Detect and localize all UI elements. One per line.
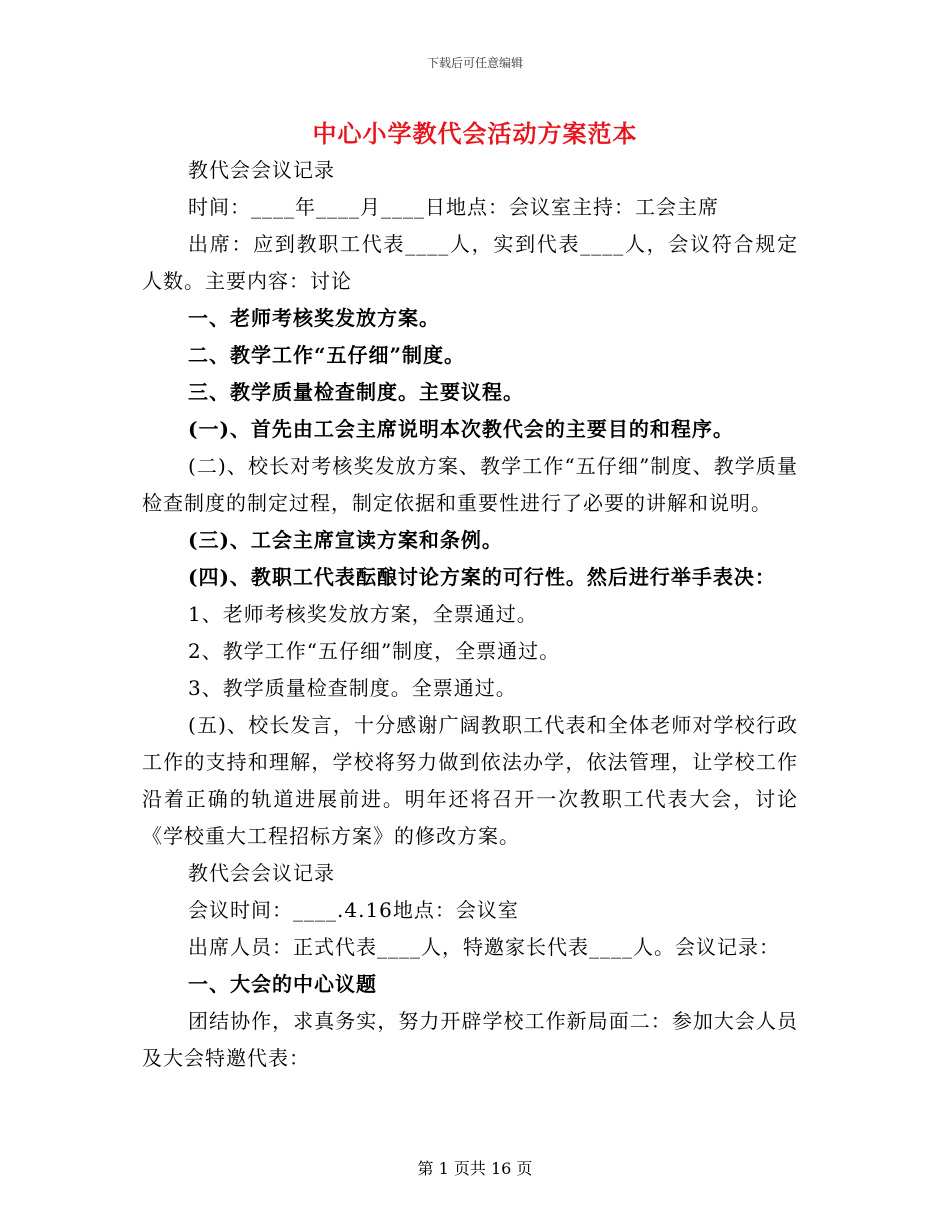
paragraph: (四)、教职工代表酝酿讨论方案的可行性。然后进行举手表决： bbox=[188, 565, 776, 589]
paragraph: 团结协作，求真务实，努力开辟学校工作新局面二：参加大会人员及大会特邀代表： bbox=[142, 1009, 798, 1070]
paragraph: 出席人员：正式代表____人，特邀家长代表____人。会议记录： bbox=[188, 935, 780, 959]
paragraph: (二)、校长对考核奖发放方案、教学工作“五仔细”制度、教学质量检查制度的制定过程，制定依据和重要性进行了必要的讲解和说明。 bbox=[142, 454, 798, 515]
paragraph: 教代会会议记录 bbox=[188, 158, 335, 182]
paragraph: 二、教学工作“五仔细”制度。 bbox=[188, 343, 466, 367]
paragraph: (五)、校长发言，十分感谢广阔教职工代表和全体老师对学校行政工作的支持和理解，学校将努力做到依法办学，依法管理，让学校工作沿着正确的轨道进展前进。明年还将召开一次教职工代表大会，讨论《学校重大工程招标方案》的修改方案。 bbox=[142, 713, 798, 848]
document-body bbox=[142, 152, 798, 1077]
paragraph: 时间：____年____月____日地点：会议室主持：工会主席 bbox=[188, 195, 719, 219]
paragraph: 1、老师考核奖发放方案，全票通过。 bbox=[188, 602, 538, 626]
paragraph: 一、大会的中心议题 bbox=[188, 972, 377, 996]
paragraph: 2、教学工作“五仔细”制度，全票通过。 bbox=[188, 639, 561, 663]
page-footer: 第 1 页共 16 页 bbox=[417, 1159, 533, 1178]
paragraph: 一、老师考核奖发放方案。 bbox=[188, 306, 440, 330]
paragraph: 出席：应到教职工代表____人，实到代表____人，会议符合规定人数。主要内容：讨论 bbox=[142, 232, 798, 293]
paragraph: (一)、首先由工会主席说明本次教代会的主要目的和程序。 bbox=[188, 417, 734, 441]
paragraph: 会议时间：____.4.16地点：会议室 bbox=[188, 898, 519, 922]
paragraph: 3、教学质量检查制度。全票通过。 bbox=[188, 676, 517, 700]
paragraph: (三)、工会主席宣读方案和条例。 bbox=[188, 528, 503, 552]
document-title: 中心小学教代会活动方案范本 bbox=[312, 119, 638, 148]
paragraph: 三、教学质量检查制度。主要议程。 bbox=[188, 380, 524, 404]
header-note: 下载后可任意编辑 bbox=[426, 56, 523, 70]
paragraph: 教代会会议记录 bbox=[188, 861, 335, 885]
